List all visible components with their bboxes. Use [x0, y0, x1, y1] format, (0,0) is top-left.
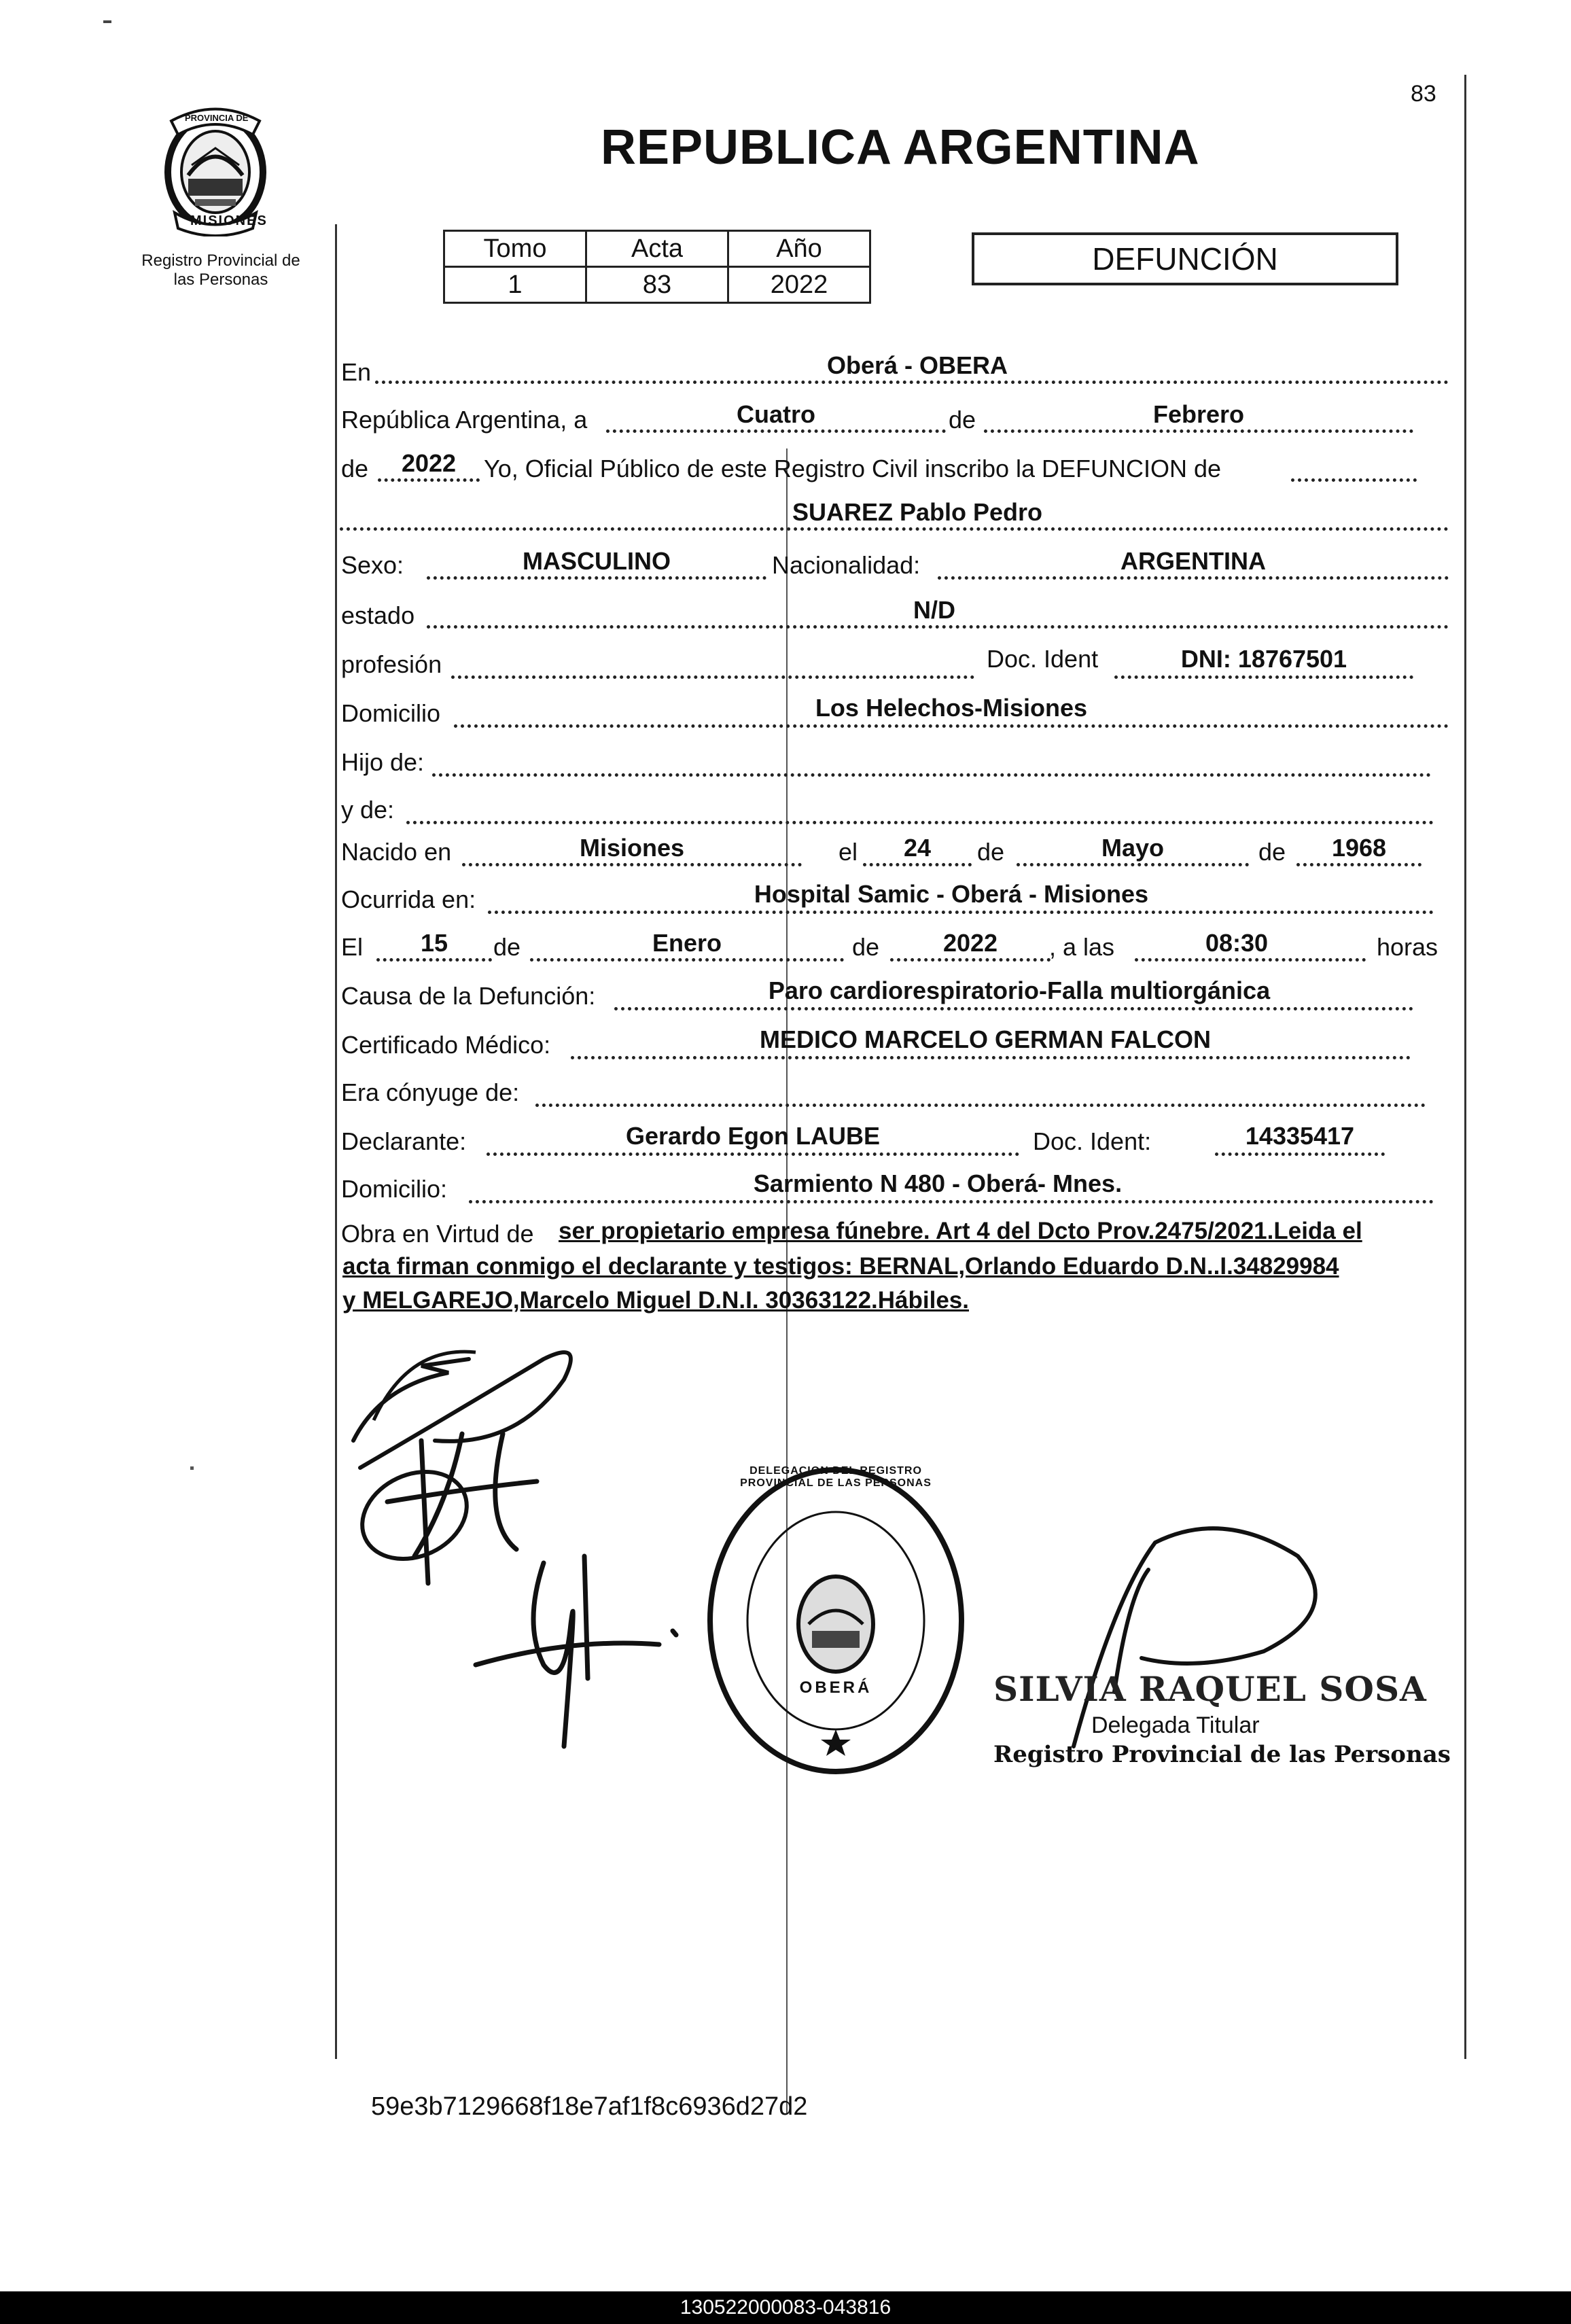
registry-caption [109, 251, 333, 289]
value-nacido-en: Misiones [579, 834, 685, 862]
label-yo-oficial: Yo, Oficial Público de este Registro Civil inscribo la DEFUNCION de [484, 455, 1222, 482]
label-de-3: de [977, 838, 1005, 866]
right-margin-line [1464, 75, 1466, 2059]
label-de-1: de [949, 406, 976, 434]
line-profesion [451, 675, 974, 679]
logo-text-bottom: MISIONES [190, 213, 268, 228]
line-ocurrida-en [488, 911, 1434, 914]
official-office: Registro Provincial de las Personas [993, 1741, 1451, 1768]
label-conyuge: Era cónyuge de: [341, 1078, 520, 1106]
value-declarante: Gerardo Egon LAUBE [625, 1122, 881, 1150]
seal-city: OBERÁ [799, 1678, 872, 1697]
value-doc-ident: DNI: 18767501 [1180, 645, 1347, 673]
value-defuncion-anio: 2022 [942, 929, 998, 957]
value-defuncion-mes: Enero [652, 929, 722, 957]
seal-icon [700, 1461, 972, 1780]
official-seal [700, 1461, 972, 1780]
value-nacimiento-dia: 24 [903, 834, 932, 862]
line-doc-ident [1114, 675, 1413, 679]
official-name: SILVIA RAQUEL SOSA [993, 1669, 1427, 1709]
obra-line1: ser propietario empresa fúnebre. Art 4 del Dcto Prov.2475/2021.Leida el [559, 1218, 1362, 1244]
line-sexo [427, 576, 766, 580]
official-role: Delegada Titular [1091, 1712, 1260, 1738]
line-nac-mes [1017, 863, 1249, 866]
label-domicilio: Domicilio [341, 699, 441, 727]
label-ocurrida-en: Ocurrida en: [341, 885, 476, 913]
registry-line1: Registro Provincial de [141, 251, 300, 270]
value-dia-inscripcion: Cuatro [737, 400, 815, 428]
line-declarante-domicilio [469, 1200, 1434, 1203]
page-number: 83 [1411, 81, 1436, 107]
label-de-5: de [493, 933, 521, 961]
label-doc-ident-2: Doc. Ident: [1033, 1127, 1152, 1155]
label-horas: horas [1377, 933, 1438, 961]
label-hijo-de: Hijo de: [341, 748, 425, 776]
value-defuncion-dia: 15 [420, 929, 448, 957]
line-nacionalidad [938, 576, 1449, 580]
label-el-upper: El [341, 933, 364, 961]
label-obra-en-virtud: Obra en Virtud de [341, 1220, 534, 1248]
page-title: REPUBLICA ARGENTINA [601, 120, 1200, 175]
value-declarante-doc: 14335417 [1245, 1122, 1355, 1150]
ref-header-acta: Acta [586, 231, 728, 267]
value-lugar: Oberá - OBERA [826, 351, 1008, 379]
left-margin-line [335, 224, 337, 2059]
line-y-de [406, 821, 1434, 824]
stray-mark [103, 20, 111, 23]
ref-header-tomo: Tomo [444, 231, 586, 267]
line-nombre [340, 527, 1449, 531]
line-lugar [375, 381, 1449, 384]
line-dia [606, 429, 946, 433]
line-conyuge [535, 1104, 1426, 1107]
declarante-signature [469, 1543, 700, 1760]
logo-text-top: PROVINCIA DE [185, 113, 249, 123]
line-def-dia [376, 958, 492, 962]
label-de-4: de [1258, 838, 1286, 866]
label-a-las: , a las [1049, 933, 1115, 961]
footer-id: 130522000083-043816 [679, 2296, 892, 2319]
label-profesion: profesión [341, 650, 442, 678]
ref-header-anio: Año [728, 231, 870, 267]
label-nacido-en: Nacido en [341, 838, 452, 866]
registry-line2: las Personas [173, 270, 268, 289]
label-y-de: y de: [341, 796, 395, 824]
document-hash: 59e3b7129668f18e7af1f8c6936d27d2 [371, 2092, 808, 2121]
value-sexo: MASCULINO [523, 547, 671, 575]
document-type-box [972, 232, 1398, 285]
line-nacido-en [462, 863, 802, 866]
label-domicilio-2: Domicilio: [341, 1175, 448, 1203]
ref-value-tomo: 1 [444, 267, 586, 303]
line-hijo-de [432, 773, 1431, 777]
line-estado [427, 625, 1449, 629]
value-nacionalidad: ARGENTINA [1120, 547, 1266, 575]
line-declarante [487, 1152, 1019, 1156]
reference-table [443, 230, 871, 304]
label-de-6: de [852, 933, 880, 961]
value-estado: N/D [913, 596, 955, 624]
ref-value-acta: 83 [586, 267, 728, 303]
value-causa: Paro cardiorespiratorio-Falla multiorgánica [768, 976, 1271, 1004]
value-ocurrida-en: Hospital Samic - Oberá - Misiones [754, 880, 1149, 908]
obra-line2: acta firman conmigo el declarante y testigos: BERNAL,Orlando Eduardo D.N..I.34829984 [342, 1253, 1339, 1280]
value-defuncion-hora: 08:30 [1205, 929, 1269, 957]
line-yo-end [1291, 478, 1417, 482]
label-sexo: Sexo: [341, 551, 404, 579]
label-doc-ident: Doc. Ident [987, 645, 1099, 673]
line-mes [984, 429, 1413, 433]
line-def-mes [530, 958, 844, 962]
obra-line3: y MELGAREJO,Marcelo Miguel D.N.I. 30363122.Hábiles. [342, 1287, 969, 1314]
label-certificado: Certificado Médico: [341, 1031, 551, 1059]
value-certificado: MEDICO MARCELO GERMAN FALCON [760, 1025, 1211, 1053]
signature-scribble-icon [469, 1543, 700, 1760]
value-nombre: SUAREZ Pablo Pedro [792, 498, 1043, 526]
document-type: DEFUNCIÓN [1092, 241, 1278, 277]
line-nac-dia [863, 863, 972, 866]
label-republica: República Argentina, a [341, 406, 588, 434]
province-logo [158, 101, 273, 236]
value-declarante-domicilio: Sarmiento N 480 - Oberá- Mnes. [753, 1169, 1123, 1197]
label-causa: Causa de la Defunción: [341, 982, 596, 1010]
value-anio-inscripcion: 2022 [401, 449, 457, 477]
line-certificado [571, 1056, 1411, 1059]
value-nacimiento-mes: Mayo [1101, 834, 1165, 862]
label-declarante: Declarante: [341, 1127, 467, 1155]
value-mes-inscripcion: Febrero [1152, 400, 1245, 428]
line-anio [378, 478, 480, 482]
label-estado: estado [341, 601, 415, 629]
label-nacionalidad: Nacionalidad: [772, 551, 921, 579]
value-domicilio: Los Helechos-Misiones [815, 694, 1088, 722]
footer-bar [0, 2291, 1571, 2324]
line-declarante-doc [1215, 1152, 1385, 1156]
line-def-hora [1135, 958, 1366, 962]
label-de-2: de [341, 455, 369, 482]
line-domicilio [454, 724, 1449, 728]
seal-ring-text: DELEGACION DEL REGISTRO PROVINCIAL DE LAS PERSONAS [740, 1465, 932, 1489]
line-def-anio [890, 958, 1051, 962]
line-nac-anio [1296, 863, 1422, 866]
stray-mark [190, 1466, 194, 1470]
label-en: En [341, 358, 372, 386]
value-nacimiento-anio: 1968 [1331, 834, 1387, 862]
ref-value-anio: 2022 [728, 267, 870, 303]
label-el-lower: el [839, 838, 858, 866]
line-causa [614, 1007, 1413, 1010]
